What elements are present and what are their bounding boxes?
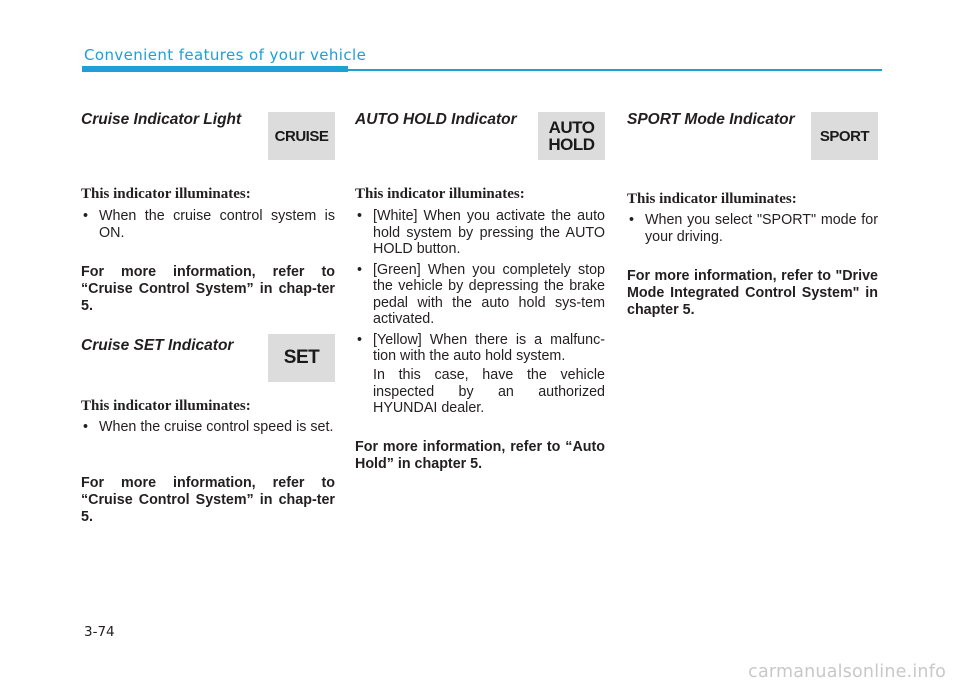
auto-hold-indicator-icon: [538, 112, 605, 160]
badge-label-line1: AUTO: [548, 118, 595, 137]
badge-label-line2: HOLD: [548, 135, 595, 154]
section-title: SPORT Mode Indicator: [627, 111, 795, 128]
sport-mode-indicator-icon: [811, 112, 878, 160]
list-item: • [Green] When you completely stop the vehicle by depressing the brake pedal with the auto hold sys-tem activated.: [355, 262, 605, 328]
reference-note: For more information, refer to “Auto Hold” in chapter 5.: [355, 439, 605, 472]
list-item: • When the cruise control system is ON.: [81, 208, 335, 241]
reference-note: For more information, refer to “Cruise Control System” in chap-ter 5.: [81, 475, 335, 525]
section-title: Cruise Indicator Light: [81, 111, 242, 128]
badge-label: CRUISE: [274, 127, 329, 145]
set-indicator-icon: [268, 334, 335, 382]
bullet-list: [81, 208, 335, 245]
reference-note: For more information, refer to "Drive Mode Integrated Control System" in chapter 5.: [627, 268, 878, 318]
watermark-text: carmanualsonline.info: [748, 662, 946, 682]
section-subheading: This indicator illuminates:: [355, 186, 525, 202]
reference-note: For more information, refer to “Cruise Control System” in chap-ter 5.: [81, 264, 335, 314]
section-subheading: This indicator illuminates:: [627, 191, 797, 207]
list-item: • [White] When you activate the auto hold system by pressing the AUTO HOLD button.: [355, 208, 605, 258]
bullet-note: In this case, have the vehicle inspected by an authorized HYUNDAI dealer.: [373, 367, 605, 416]
list-item: • When the cruise control speed is set.: [81, 419, 335, 436]
section-title: Cruise SET Indicator: [81, 337, 234, 354]
cruise-indicator-icon: [268, 112, 335, 160]
header-rule-line: [348, 69, 882, 71]
list-item: [355, 332, 605, 365]
list-item: • When you select "SPORT" mode for your driving.: [627, 212, 878, 245]
page-header-title: Convenient features of your vehicle: [84, 46, 367, 64]
section-title: AUTO HOLD Indicator: [355, 111, 517, 128]
badge-label: SET: [283, 347, 320, 368]
section-subheading: This indicator illuminates:: [81, 398, 251, 414]
bullet-list: [355, 208, 605, 365]
bullet-list: [627, 212, 878, 249]
badge-label: SPORT: [819, 127, 870, 145]
list-item-text: [Yellow] When there is a malfunc-tion with the auto hold system.: [373, 331, 605, 364]
page-number: 3-74: [84, 624, 115, 640]
bullet-list: [81, 419, 335, 440]
header-accent-bar: [82, 66, 348, 72]
section-subheading: This indicator illuminates:: [81, 186, 251, 202]
